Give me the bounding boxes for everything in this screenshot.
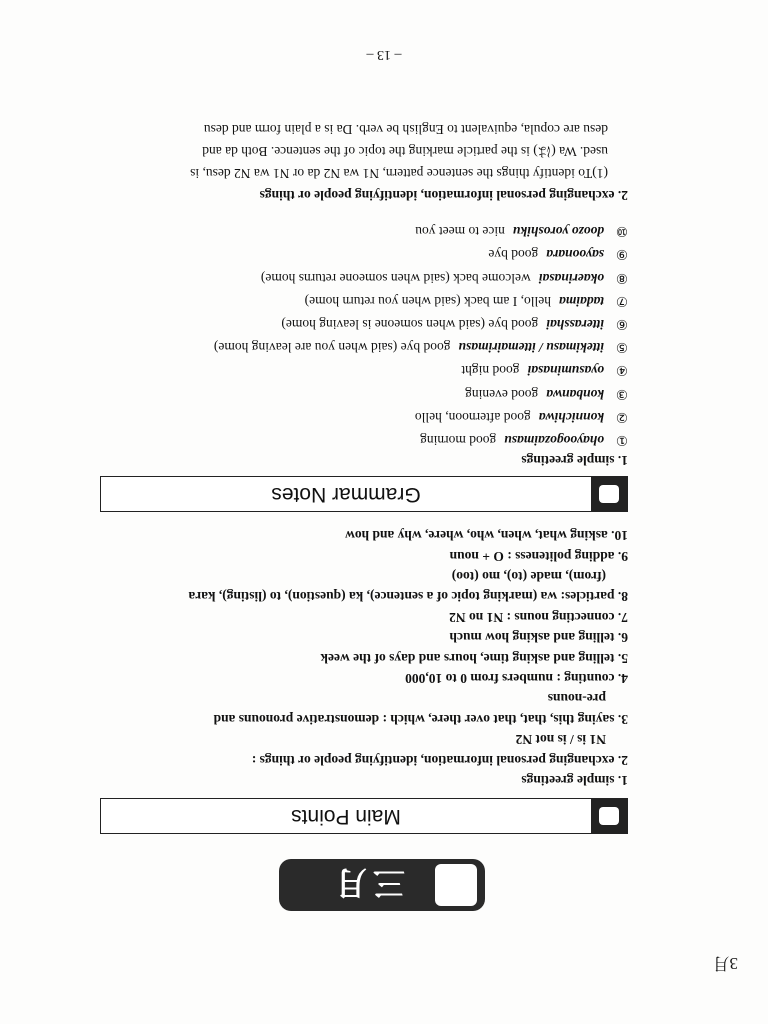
section-heading: 1. simple greetings (521, 453, 628, 468)
main-points-list (108, 525, 628, 790)
greeting-english: hello, I am back (said when you return home) (304, 293, 551, 309)
greeting-item (108, 406, 628, 429)
main-point-item: 5. telling and asking time, hours and days of the week (320, 650, 628, 666)
paragraph-line: desu are copula, equivalent to English be verb. Da is a plain form and desu (203, 122, 608, 137)
main-point-item: 4. counting : numbers from 0 to 10,000 (405, 670, 628, 686)
greeting-english: good bye (488, 247, 539, 263)
greeting-number: ① (615, 433, 628, 448)
main-point-item: 8. particles: wa (marking topic of a sentence), ka (question), to (listing), kara (188, 589, 628, 605)
greeting-english: welcome back (said when someone returns home) (260, 270, 531, 286)
greeting-english: good bye (said when you are leaving home) (213, 340, 451, 356)
main-point-item: N1 is / is not N2 (515, 732, 606, 748)
main-point-item: 1. simple greetings (521, 773, 628, 788)
main-points-header (100, 798, 628, 834)
greeting-number: ⑤ (615, 340, 628, 356)
greeting-number: ⑥ (615, 316, 628, 332)
greeting-japanese: ohayoogozaimasu (504, 433, 604, 448)
greeting-japanese: oyasuminasai (527, 363, 604, 379)
page-number: – 13 – (366, 47, 402, 62)
main-point-item: (from), made (to), mo (too) (451, 568, 606, 584)
chapter-title: 三月 (329, 865, 406, 901)
main-point-item: 9. adding politeness : O + noun (449, 548, 628, 564)
greeting-item (108, 382, 628, 405)
section-heading: 2. exchanging personal information, identifying people or things (259, 188, 628, 203)
greeting-english: nice to meet you (415, 224, 505, 240)
greeting-number: ③ (615, 386, 628, 402)
greeting-japanese: itterasshai (546, 316, 604, 332)
paragraph-line: (1)To identify things the sentence pattern, N1 wa N2 da or N1 wa N2 desu, is (190, 166, 608, 181)
greeting-number: ⑩ (615, 224, 628, 240)
greeting-number: ⑧ (615, 270, 628, 286)
chapter-illustration-icon (435, 864, 477, 906)
section2-block (128, 118, 628, 206)
paragraph-line: used. Wa (は) is the particle marking the topic of the sentence. Both da and (202, 144, 608, 159)
greeting-number: ⑦ (615, 293, 628, 309)
chapter-banner (279, 859, 485, 911)
greeting-item (108, 220, 628, 243)
greeting-english: good night (461, 363, 520, 379)
greeting-japanese: konbanwa (546, 386, 604, 402)
greeting-item (108, 243, 628, 266)
pointing-hand-icon (591, 799, 627, 833)
greeting-japanese: tadaima (558, 293, 604, 309)
month-label: 3月 (712, 954, 738, 973)
main-point-item: 7. connecting nouns : N1 no N2 (449, 609, 628, 625)
greeting-english: good afternoon, hello (414, 409, 531, 425)
greeting-japanese: doozo yoroshiku (512, 224, 604, 240)
main-point-item: 10. asking what, when, who, where, why and how (345, 528, 628, 544)
book-icon (591, 477, 627, 511)
main-point-item: 6. telling and asking how much (449, 630, 628, 646)
main-point-item: 2. exchanging personal information, identifying people or things : (251, 752, 628, 768)
greeting-english: good evening (465, 386, 539, 402)
greeting-japanese: okaerinasai (538, 270, 604, 286)
greeting-item (108, 429, 628, 452)
greeting-japanese: ittekimasu / ittemairimasu (458, 340, 604, 356)
greeting-item (108, 336, 628, 359)
greeting-item (108, 266, 628, 289)
greeting-number: ② (615, 409, 628, 425)
grammar-notes-title: Grammar Notes (271, 483, 421, 506)
greeting-item (108, 359, 628, 382)
greeting-english: good morning (420, 433, 497, 448)
main-point-item: pre-nouns (547, 691, 606, 707)
grammar-notes-header (100, 476, 628, 512)
greeting-number: ④ (615, 363, 628, 379)
greeting-item (108, 290, 628, 313)
greeting-number: ⑨ (615, 247, 628, 263)
greeting-japanese: sayoonara (546, 247, 604, 263)
main-points-title: Main Points (291, 805, 401, 828)
main-point-item: 3. saying this, that, that over there, which : demonstrative pronouns and (213, 711, 628, 727)
greeting-english: good bye (said when someone is leaving home) (281, 316, 539, 332)
greeting-japanese: konnichiwa (538, 409, 604, 425)
greetings-list (108, 220, 628, 468)
greeting-item (108, 313, 628, 336)
